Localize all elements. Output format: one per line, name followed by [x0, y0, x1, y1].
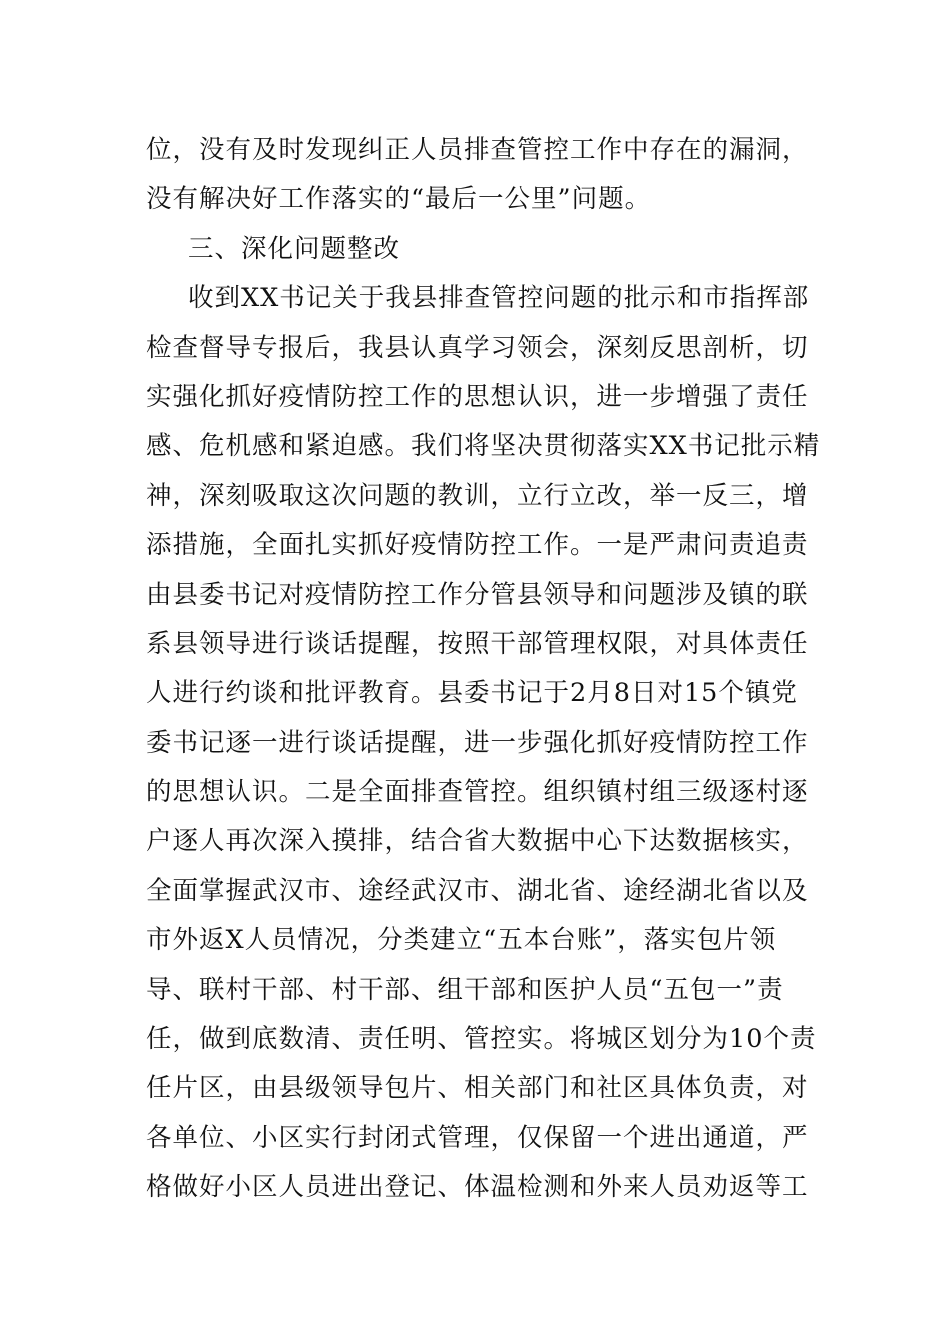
text-line: 没有解决好工作落实的“最后一公里”问题。: [146, 184, 652, 215]
text-line: 神，深刻吸取这次问题的教训，立行立改，举一反三，增: [146, 480, 809, 511]
text-line: 添措施，全面扎实抓好疫情防控工作。一是严肃问责追责: [146, 530, 809, 561]
text-line: 系县领导进行谈话提醒，按照干部管理权限，对具体责任: [146, 628, 809, 659]
text-line: 导、联村干部、村干部、组干部和医护人员“五包一”责: [146, 974, 784, 1005]
text-line: 感、危机感和紧迫感。我们将坚决贯彻落实XX书记批示精: [146, 431, 821, 462]
text-line: 人进行约谈和批评教育。县委书记于2月8日对15个镇党: [146, 678, 798, 709]
text-line: 实强化抓好疫情防控工作的思想认识，进一步增强了责任: [146, 381, 809, 412]
text-line: 格做好小区人员进出登记、体温检测和外来人员劝返等工: [146, 1172, 809, 1203]
text-line: 市外返X人员情况，分类建立“五本台账”，落实包片领: [146, 925, 777, 956]
text-line: 收到XX书记关于我县排查管控问题的批示和市指挥部: [188, 283, 810, 314]
text-line: 位，没有及时发现纠正人员排查管控工作中存在的漏洞，: [146, 135, 809, 165]
text-line: 由县委书记对疫情防控工作分管县领导和问题涉及镇的联: [146, 579, 809, 610]
text-line: 的思想认识。二是全面排查管控。组织镇村组三级逐村逐: [146, 777, 809, 808]
text-line: 全面掌握武汉市、途经武汉市、湖北省、途经湖北省以及: [146, 875, 809, 906]
text-line: 各单位、小区实行封闭式管理，仅保留一个进出通道，严: [146, 1122, 809, 1153]
text-line: 任，做到底数清、责任明、管控实。将城区划分为10个责: [146, 1024, 817, 1055]
text-line: 户逐人再次深入摸排，结合省大数据中心下达数据核实，: [146, 826, 809, 857]
document-body: [146, 126, 821, 1213]
text-line: 检查督导专报后，我县认真学习领会，深刻反思剖析，切: [146, 332, 809, 363]
text-line: 任片区，由县级领导包片、相关部门和社区具体负责，对: [146, 1073, 809, 1104]
section-heading: 三、深化问题整改: [188, 233, 401, 264]
text-line: 委书记逐一进行谈话提醒，进一步强化抓好疫情防控工作: [146, 727, 809, 758]
